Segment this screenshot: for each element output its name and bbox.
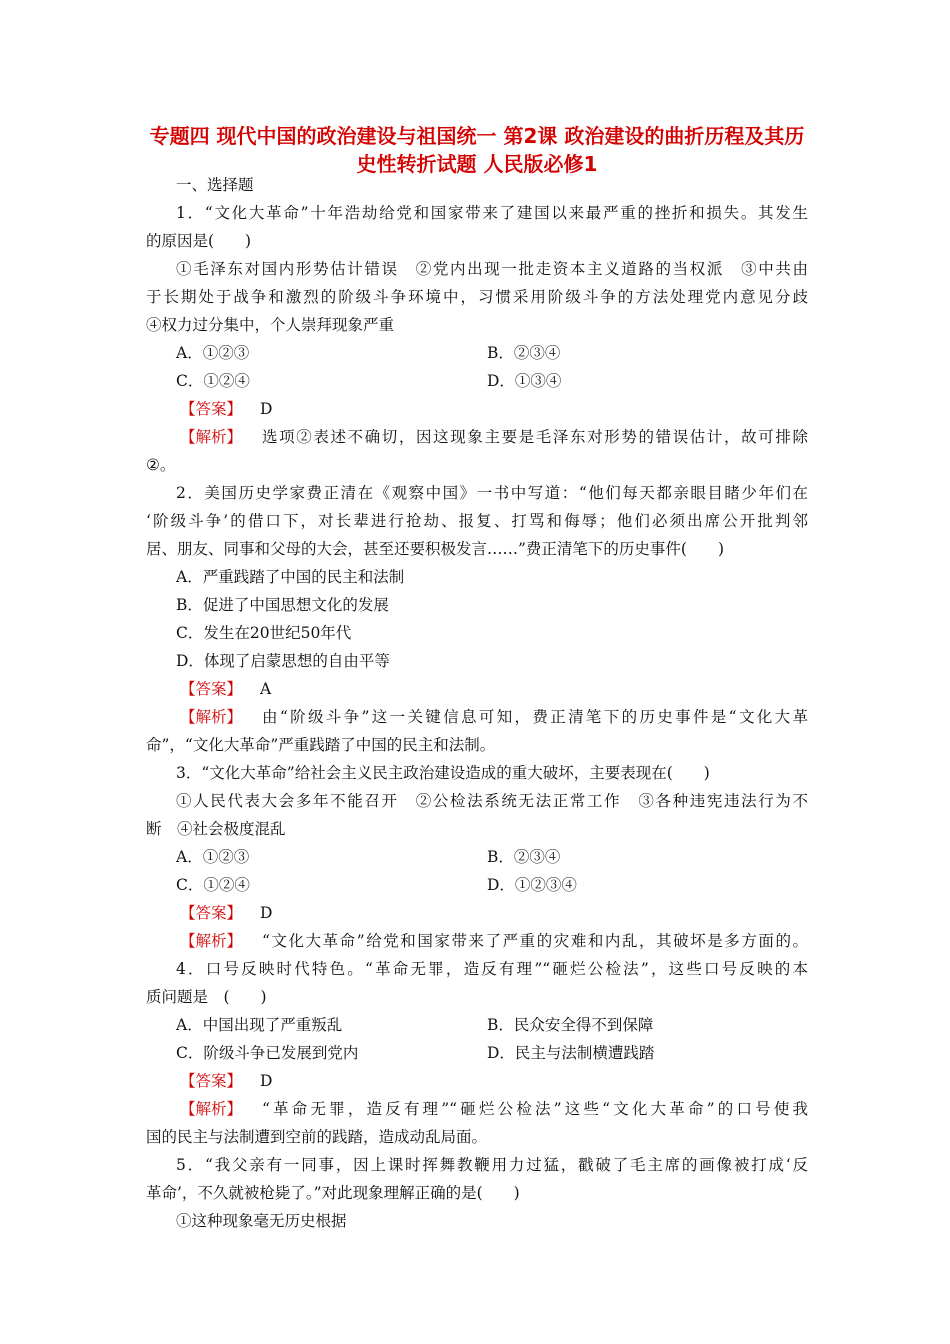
q4-answer: D — [260, 1072, 273, 1090]
q1-items-line-2: 于长期处于战争和激烈的阶级斗争环境中，习惯采用阶级斗争的方法处理党内意见分歧 — [146, 288, 808, 306]
q3-answer-tag: 【答案】 — [180, 904, 243, 922]
q1-option-d: D．①③④ — [487, 372, 562, 390]
q1-analysis-line-2: ②。 — [146, 456, 176, 474]
q3-stem-line-1: 3．“文化大革命”给社会主义民主政治建设造成的重大破坏，主要表现在( ) — [176, 764, 710, 782]
q4-answer-tag: 【答案】 — [180, 1072, 243, 1090]
q4-option-c: C．阶级斗争已发展到党内 — [176, 1044, 359, 1062]
q4-analysis-line-2: 国的民主与法制遭到空前的践踏，造成动乱局面。 — [146, 1128, 488, 1146]
q2-answer-tag: 【答案】 — [180, 680, 243, 698]
q4-option-b: B．民众安全得不到保障 — [487, 1016, 654, 1034]
q1-answer: D — [260, 400, 273, 418]
q3-analysis-tag: 【解析】 — [180, 932, 243, 950]
q2-stem-line-2: ‘阶级斗争’的借口下，对长辈进行抢劫、报复、打骂和侮辱；他们必须出席公开批判邻 — [146, 512, 808, 530]
q2-option-c: C．发生在20世纪50年代 — [176, 624, 352, 642]
q1-items-line-3: ④权力过分集中，个人崇拜现象严重 — [146, 316, 395, 334]
q3-option-d: D．①②③④ — [487, 876, 577, 894]
q2-stem-line-3: 居、朋友、同事和父母的大会，甚至还要积极发言……”费正清笔下的历史事件( ) — [146, 540, 725, 558]
q3-items-line-2: 断 ④社会极度混乱 — [146, 820, 286, 838]
q3-items-line-1: ①人民代表大会多年不能召开 ②公检法系统无法正常工作 ③各种违宪违法行为不 — [176, 792, 808, 810]
q5-stem-line-1: 5．“我父亲有一同事，因上课时挥舞教鞭用力过猛，戳破了毛主席的画像被打成‘反 — [176, 1156, 808, 1174]
q1-analysis-tag: 【解析】 — [180, 428, 243, 446]
q1-option-a: A．①②③ — [176, 344, 250, 362]
q2-answer: A — [260, 680, 272, 698]
q3-analysis-line-1: “文化大革命”给党和国家带来了严重的灾难和内乱，其破坏是多方面的。 — [262, 932, 808, 950]
q2-analysis-tag: 【解析】 — [180, 708, 243, 726]
q2-analysis-line-2: 命”，“文化大革命”严重践踏了中国的民主和法制。 — [146, 736, 496, 754]
q3-option-a: A．①②③ — [176, 848, 250, 866]
q1-stem-line-2: 的原因是( ) — [146, 232, 252, 250]
q4-stem-line-1: 4．口号反映时代特色。“革命无罪，造反有理”“砸烂公检法”，这些口号反映的本 — [176, 960, 808, 978]
section-heading: 一、选择题 — [176, 176, 254, 194]
q3-option-c: C．①②④ — [176, 876, 250, 894]
q3-option-b: B．②③④ — [487, 848, 561, 866]
q1-answer-tag: 【答案】 — [180, 400, 243, 418]
q4-stem-line-2: 质问题是 ( ) — [146, 988, 267, 1006]
q1-analysis-line-1: 选项②表述不确切，因这现象主要是毛泽东对形势的错误估计，故可排除 — [262, 428, 808, 446]
q1-items-line-1: ①毛泽东对国内形势估计错误 ②党内出现一批走资本主义道路的当权派 ③中共由 — [176, 260, 808, 278]
q4-analysis-line-1: “革命无罪，造反有理”“砸烂公检法”这些“文化大革命”的口号使我 — [262, 1100, 808, 1118]
q2-option-a: A．严重践踏了中国的民主和法制 — [176, 568, 405, 586]
q1-option-b: B．②③④ — [487, 344, 561, 362]
q5-items-line-1: ①这种现象毫无历史根据 — [176, 1212, 347, 1230]
q1-option-c: C．①②④ — [176, 372, 250, 390]
q2-stem-line-1: 2．美国历史学家费正清在《观察中国》一书中写道：“他们每天都亲眼目睹少年们在 — [176, 484, 808, 502]
document-title: 专题四 现代中国的政治建设与祖国统一 第2课 政治建设的曲折历程及其历史性转折试题 人民版必修1 — [149, 124, 805, 176]
q4-option-a: A．中国出现了严重叛乱 — [176, 1016, 343, 1034]
q1-stem-line-1: 1．“文化大革命”十年浩劫给党和国家带来了建国以来最严重的挫折和损失。其发生 — [176, 204, 808, 222]
q4-analysis-tag: 【解析】 — [180, 1100, 243, 1118]
q5-stem-line-2: 革命’，不久就被枪毙了。”对此现象理解正确的是( ) — [146, 1184, 520, 1202]
q4-option-d: D．民主与法制横遭践踏 — [487, 1044, 655, 1062]
q2-option-d: D．体现了启蒙思想的自由平等 — [176, 652, 390, 670]
q3-answer: D — [260, 904, 273, 922]
q2-analysis-line-1: 由“阶级斗争”这一关键信息可知，费正清笔下的历史事件是“文化大革 — [262, 708, 808, 726]
q2-option-b: B．促进了中国思想文化的发展 — [176, 596, 389, 614]
